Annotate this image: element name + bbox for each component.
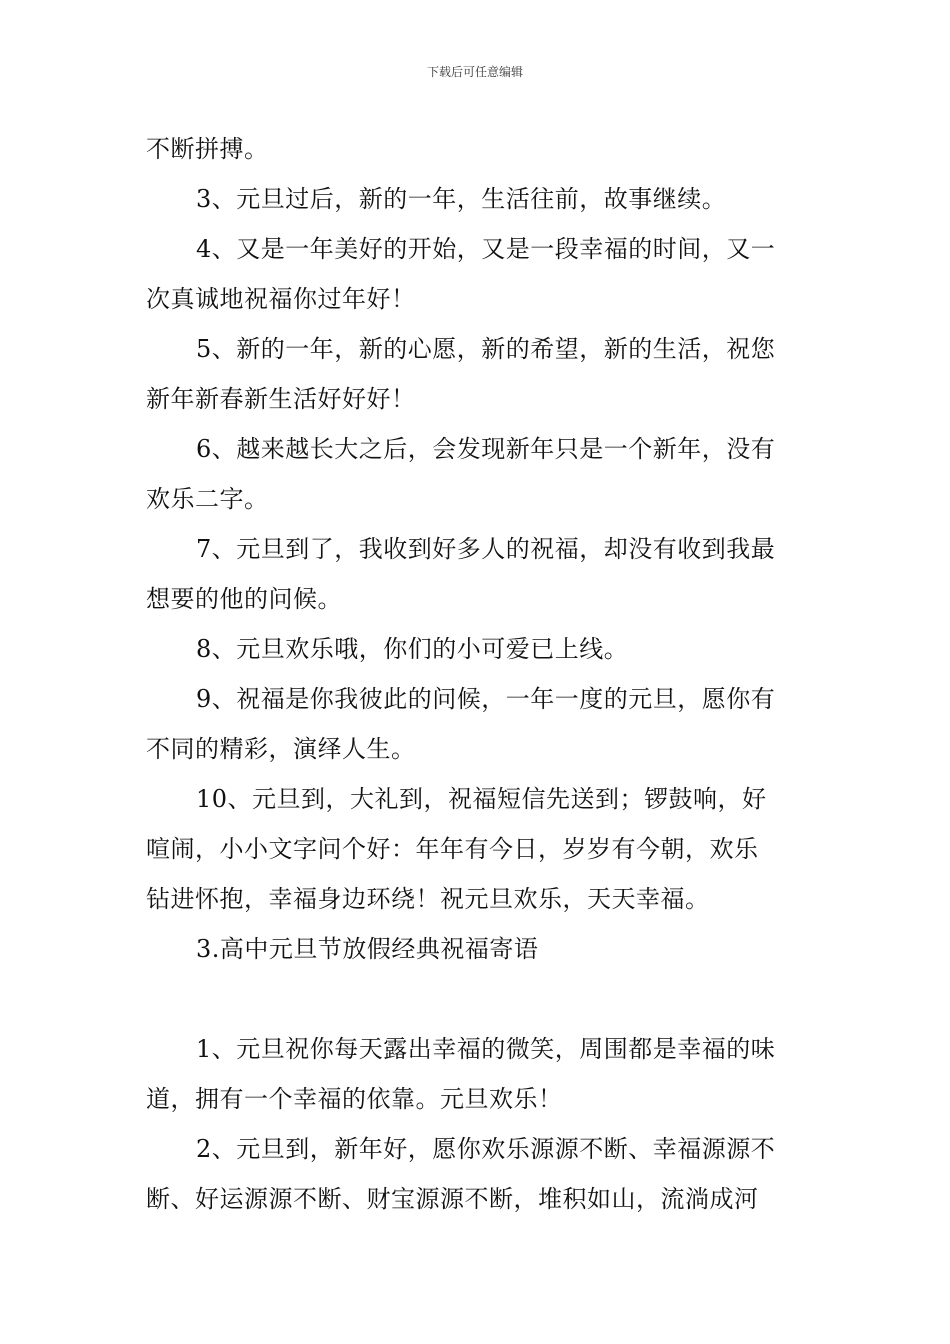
text-line: 次真诚地祝福你过年好！: [146, 285, 416, 313]
list-item-2: 2、元旦到，新年好，愿你欢乐源源不断、幸福源源不: [196, 1135, 776, 1163]
text-line: 道，拥有一个幸福的依靠。元旦欢乐！: [146, 1085, 563, 1113]
list-item-1: 1、元旦祝你每天露出幸福的微笑，周围都是幸福的味: [196, 1035, 776, 1063]
list-item-9: 9、祝福是你我彼此的问候，一年一度的元旦，愿你有: [196, 685, 776, 713]
document-body: [146, 124, 810, 1224]
blank-line: [146, 974, 810, 1024]
list-item-3: 3、元旦过后，新的一年，生活往前，故事继续。: [196, 185, 727, 213]
text-line: 喧闹，小小文字问个好：年年有今日，岁岁有今朝，欢乐: [146, 835, 759, 863]
page-header: 下载后可任意编辑: [426, 65, 523, 79]
list-item-4: 4、又是一年美好的开始，又是一段幸福的时间，又一: [196, 235, 776, 263]
text-line: 钻进怀抱，幸福身边环绕！祝元旦欢乐，天天幸福。: [146, 885, 710, 913]
text-line: 不断拼搏。: [146, 135, 269, 163]
list-item-6: 6、越来越长大之后，会发现新年只是一个新年，没有: [196, 435, 776, 463]
list-item-10: 10、元旦到，大礼到，祝福短信先送到；锣鼓响，好: [196, 785, 767, 813]
list-item-7: 7、元旦到了，我收到好多人的祝福，却没有收到我最: [196, 535, 776, 563]
list-item-5: 5、新的一年，新的心愿，新的希望，新的生活，祝您: [196, 335, 776, 363]
text-line: 不同的精彩，演绎人生。: [146, 735, 416, 763]
text-line: 新年新春新生活好好好！: [146, 385, 416, 413]
text-line: 断、好运源源不断、财宝源源不断，堆积如山，流淌成河: [146, 1185, 759, 1213]
text-line: 欢乐二字。: [146, 485, 269, 513]
section-heading: 3.高中元旦节放假经典祝福寄语: [196, 935, 539, 963]
list-item-8: 8、元旦欢乐哦，你们的小可爱已上线。: [196, 635, 629, 663]
text-line: 想要的他的问候。: [146, 585, 342, 613]
